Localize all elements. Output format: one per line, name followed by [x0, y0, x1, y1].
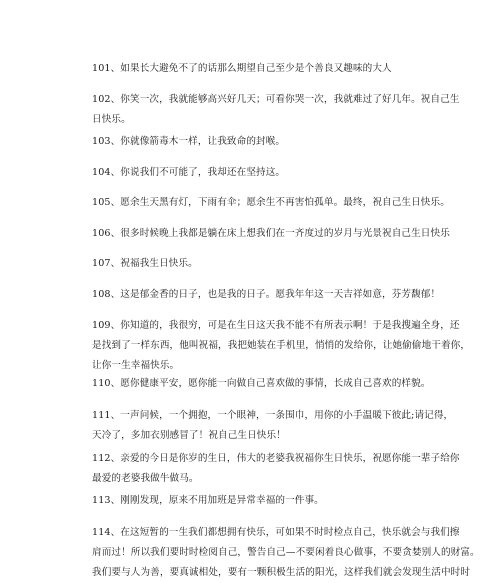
paragraph-line: 112、亲爱的今日是你岁的生日，伟大的老婆我祝福你生日快乐，祝愿你能一辈子给你 — [92, 453, 460, 464]
paragraph-line: 104、你说我们不可能了，我却还在坚持这。 — [92, 167, 286, 178]
paragraph-line: 110、愿你健康平安，愿你能一向做自己喜欢做的事情，长成自己喜欢的样貌。 — [92, 378, 431, 389]
paragraph-line: 日快乐。 — [92, 114, 131, 125]
paragraph-line: 我们要与人为善，要真诚相处，要有一颗积极生活的阳光，这样我们就会发现生活中时时 — [92, 567, 471, 578]
paragraph-line: 107、祝福我生日快乐。 — [92, 258, 198, 269]
paragraph-line: 103、你就像箭毒木一样，让我致命的封喉。 — [92, 136, 286, 147]
paragraph-line: 114、在这短暂的一生我们都想拥有快乐，可如果不时时检点自己，快乐就会与我们擦 — [92, 527, 460, 538]
paragraph-line: 113、刚刚发现，原来不用加班是异常幸福的一件事。 — [92, 495, 324, 506]
list-item — [92, 316, 471, 376]
list-item — [92, 449, 460, 489]
paragraph-line: 101、如果长大避免不了的话那么期望自己至少是个善良又趣味的大人 — [92, 63, 392, 74]
list-item — [92, 374, 432, 394]
paragraph-line: 最爱的老婆我做牛做马。 — [92, 473, 199, 484]
paragraph-line: 102、你笑一次，我就能够高兴好几天；可看你哭一次，我就难过了好几年。祝自己生 — [92, 94, 460, 105]
paragraph-line: 106、很多时候晚上我都是躺在床上想我们在一齐度过的岁月与光景祝自己生日快乐 — [92, 228, 450, 239]
list-item — [92, 523, 480, 583]
paragraph-line: 109、你知道的，我很穷，可是在生日这天我不能不有所表示啊！于是我搜遍全身，还 — [92, 320, 460, 331]
list-item — [92, 193, 450, 213]
list-item — [92, 491, 432, 511]
list-item — [92, 285, 441, 305]
list-item — [92, 59, 432, 79]
list-item — [92, 163, 432, 183]
list-item — [92, 90, 460, 130]
paragraph-line: 是找到了一样东西，他叫祝福，我把她装在手机里，悄悄的发给你，让她偷偷地干着你， — [92, 340, 471, 351]
paragraph-line: 111、一声问候，一个拥抱，一个眼神，一条围巾，用你的小手温暖下彼此;请记得， — [92, 410, 454, 421]
list-item — [92, 254, 432, 274]
list-item — [92, 132, 432, 152]
paragraph-line: 108、这是郁金香的日子，也是我的日子。愿我年年这一天吉祥如意，芬芳馥郁！ — [92, 289, 441, 300]
paragraph-line: 天冷了，多加衣别感冒了！祝自己生日快乐！ — [92, 430, 286, 441]
paragraph-line: 105、愿余生天黑有灯，下雨有伞；愿余生不再害怕孤单。最终，祝自己生日快乐。 — [92, 197, 450, 208]
paragraph-line: 让你一生幸福快乐。 — [92, 360, 180, 371]
list-item — [92, 224, 450, 244]
list-item — [92, 406, 454, 446]
paragraph-line: 肩而过！所以我们要时时检阅自己，警告自己—不要闲着良心做事，不要贪婪别人的财富。 — [92, 547, 480, 558]
